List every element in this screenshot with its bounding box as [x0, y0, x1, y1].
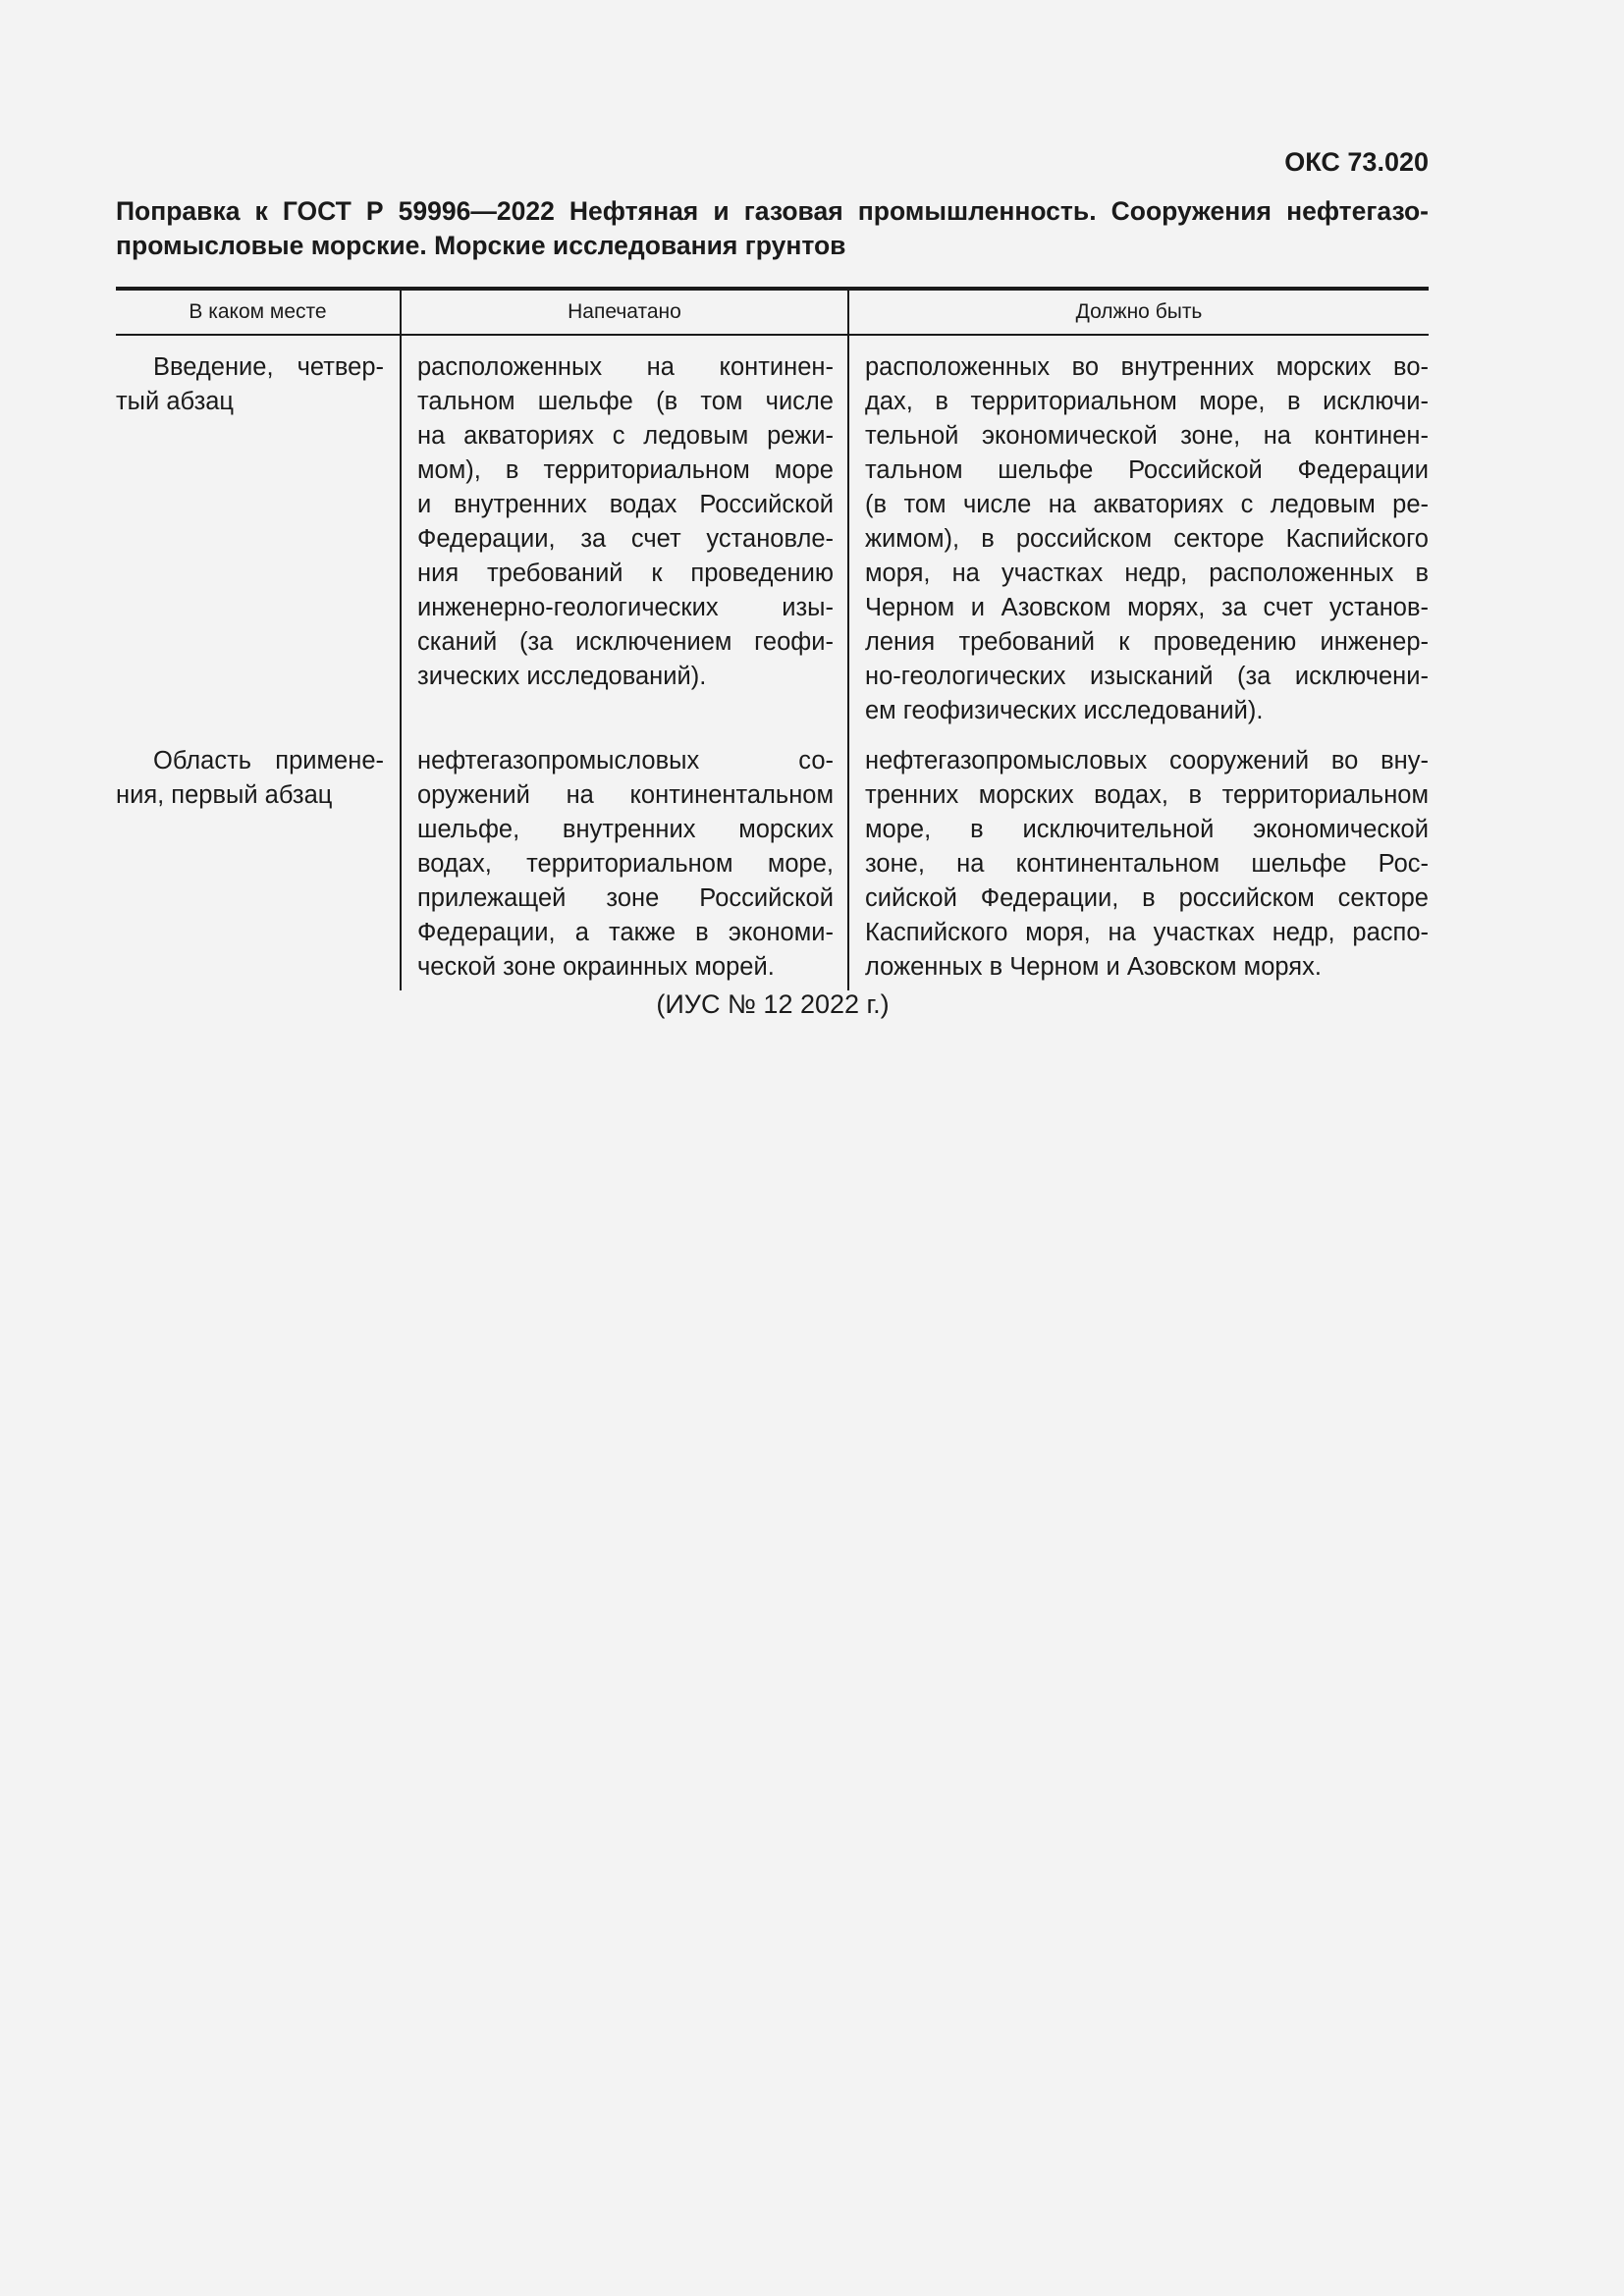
title-line: промысловые морские. Морские исследования грунтов — [116, 231, 846, 260]
text-line: и внутренних водах Российской — [417, 491, 834, 518]
text-line: мом), в территориальном море — [417, 456, 834, 484]
cell-place — [116, 744, 401, 990]
text-line: тальном шельфе Российской Федерации — [865, 456, 1429, 484]
text-line: ческой зоне окраинных морей. — [417, 953, 775, 981]
text-line: жимом), в российском секторе Каспийского — [865, 525, 1429, 553]
table-row — [116, 744, 1429, 990]
document-title — [116, 194, 1429, 263]
text-line: (в том числе на акваториях с ледовым ре- — [865, 491, 1429, 518]
text-line: Федерации, а также в экономи- — [417, 919, 834, 946]
cell-printed — [401, 335, 848, 744]
text-line: ния, первый абзац — [116, 781, 333, 809]
text-line: Введение, четвер- — [153, 353, 384, 381]
text-line: зоне, на континентальном шельфе Рос- — [865, 850, 1429, 878]
text-line: тельной экономической зоне, на континен- — [865, 422, 1429, 450]
text-line: сийской Федерации, в российском секторе — [865, 884, 1429, 912]
text-line: ем геофизических исследований). — [865, 697, 1264, 724]
text-line: Черном и Азовском морях, за счет установ- — [865, 594, 1429, 621]
text-line: водах, территориальном море, — [417, 850, 834, 878]
text-line: Область примене- — [153, 747, 384, 774]
text-line: сканий (за исключением геофи- — [417, 628, 834, 656]
text-line: тренних морских водах, в территориальном — [865, 781, 1429, 809]
text-line: но-геологических изысканий (за исключени- — [865, 663, 1429, 690]
text-line: ления требований к проведению инженер- — [865, 628, 1429, 656]
text-line: море, в исключительной экономической — [865, 816, 1429, 843]
text-line: прилежащей зоне Российской — [417, 884, 834, 912]
text-line: тый абзац — [116, 388, 235, 415]
cell-printed — [401, 744, 848, 990]
cell-should-be — [848, 744, 1429, 990]
text-line: на акваториях с ледовым режи- — [417, 422, 834, 450]
text-line: тальном шельфе (в том числе — [417, 388, 834, 415]
text-line: дах, в территориальном море, в исключи- — [865, 388, 1429, 415]
text-line: зических исследований). — [417, 663, 707, 690]
footer-note: (ИУС № 12 2022 г.) — [656, 989, 890, 1019]
text-line: шельфе, внутренних морских — [417, 816, 834, 843]
column-header-should-be: Должно быть — [848, 289, 1429, 335]
cell-should-be — [848, 335, 1429, 744]
table-row — [116, 335, 1429, 744]
column-header-printed: Напечатано — [401, 289, 848, 335]
text-line: ложенных в Черном и Азовском морях. — [865, 953, 1322, 981]
text-line: нефтегазопромысловых сооружений во вну- — [865, 747, 1429, 774]
text-line: моря, на участках недр, расположенных в — [865, 560, 1429, 587]
text-line: ния требований к проведению — [417, 560, 834, 587]
text-line: расположенных во внутренних морских во- — [865, 353, 1429, 381]
table-header-row — [116, 289, 1429, 335]
text-line: нефтегазопромысловых со- — [417, 747, 834, 774]
amendment-table — [116, 287, 1429, 990]
text-line: оружений на континентальном — [417, 781, 834, 809]
text-line: расположенных на континен- — [417, 353, 834, 381]
column-header-place: В каком месте — [116, 289, 401, 335]
text-line: Каспийского моря, на участках недр, распо- — [865, 919, 1429, 946]
text-line: Федерации, за счет установле- — [417, 525, 834, 553]
title-line: Поправка к ГОСТ Р 59996—2022 Нефтяная и газовая промышленность. Сооружения нефтегазо- — [116, 196, 1429, 226]
text-line: инженерно-геологических изы- — [417, 594, 834, 621]
cell-place — [116, 335, 401, 744]
classification-code: ОКС 73.020 — [1284, 147, 1429, 177]
